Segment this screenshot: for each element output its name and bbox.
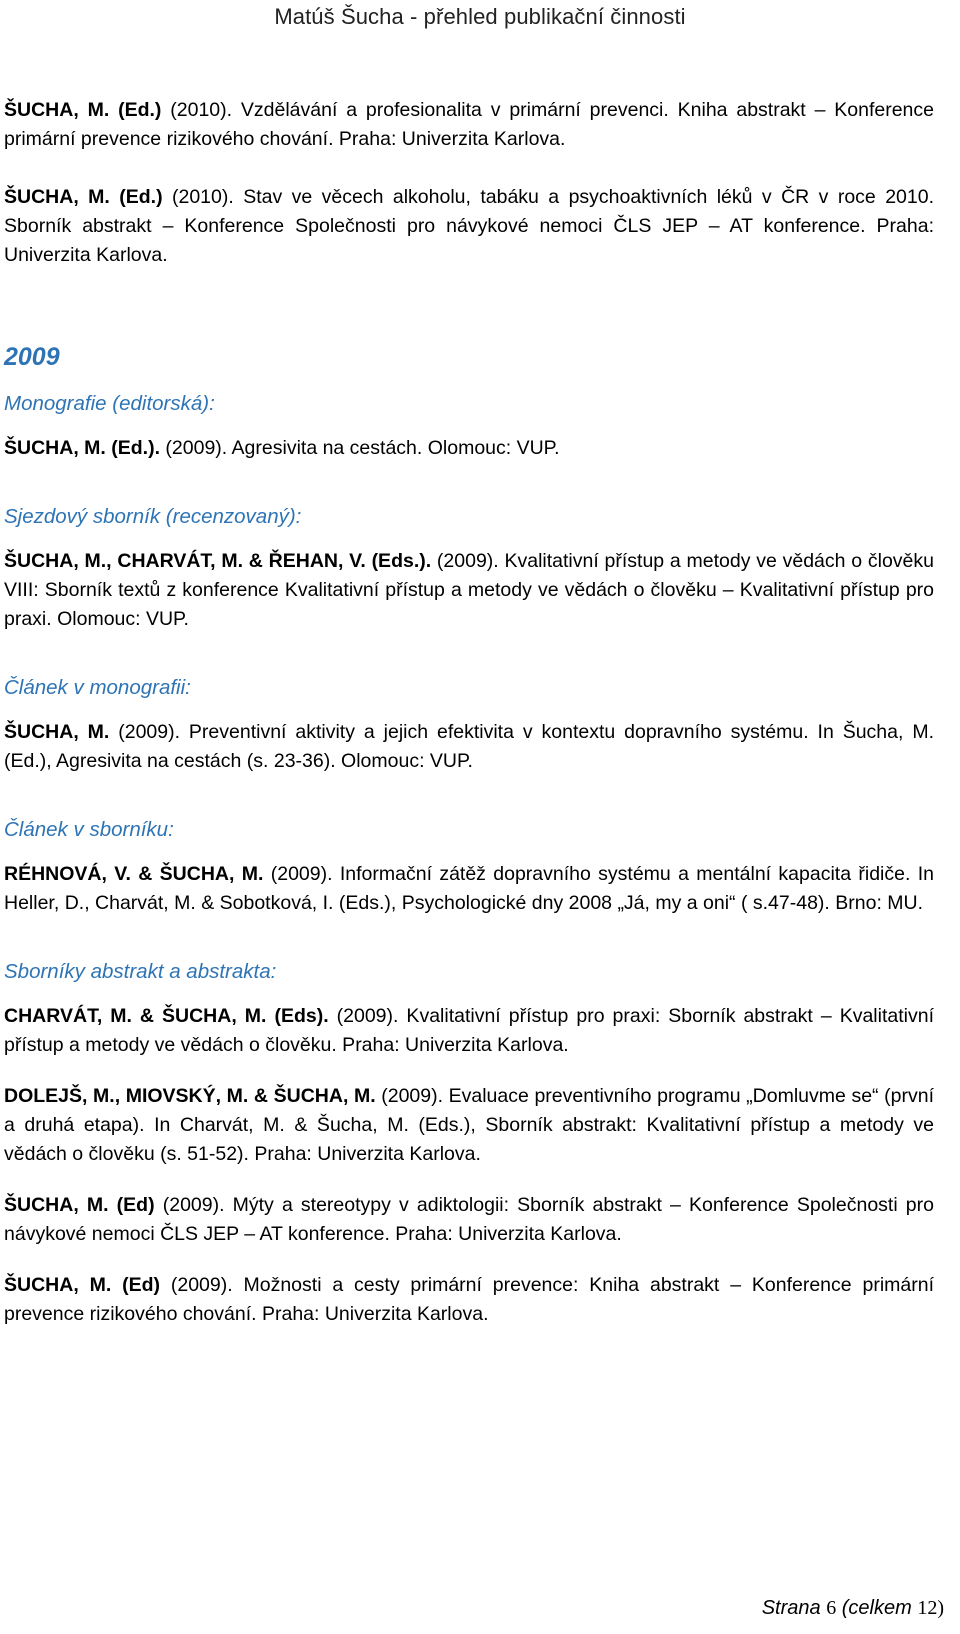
entry-author: ŠUCHA, M. (Ed): [4, 1274, 161, 1296]
section-heading-abstrakta: Sborníky abstrakt a abstrakta:: [4, 960, 277, 983]
entry-author: ŠUCHA, M. (Ed.): [4, 99, 162, 121]
entry-author: ŠUCHA, M. (Ed.): [4, 186, 163, 208]
page-header-title: Matúš Šucha - přehled publikační činnosti: [274, 4, 686, 29]
entry-author: ŠUCHA, M. (Ed): [4, 1194, 155, 1216]
entry-text: (2009). Kvalitativní přístup a metody ve vědách o člověku VIII: Sborník textů z konference Kvalitativní přístup a metody ve vědách o člověku – Kvalitativní přístup pro praxi. Olomouc: VUP.: [4, 550, 934, 630]
year-heading: 2009: [4, 343, 60, 371]
entry-text: (2010). Vzdělávání a profesionalita v primární prevenci. Kniha abstrakt – Konference primární prevence rizikového chování. Praha: Univerzita Karlova.: [4, 99, 934, 150]
entry-author: ŠUCHA, M. (Ed.).: [4, 437, 160, 459]
section-heading-clanek-sborniku: Článek v sborníku:: [4, 818, 174, 841]
publication-list: [4, 96, 934, 1329]
entry-author: ŠUCHA, M.: [4, 721, 110, 743]
entry-text: (2009). Preventivní aktivity a jejich efektivita v kontextu dopravního systému. In Šucha, M. (Ed.), Agresivita na cestách (s. 23-36). Olomouc: VUP.: [4, 721, 934, 772]
entry-author: CHARVÁT, M. & ŠUCHA, M. (Eds).: [4, 1005, 329, 1027]
entry-author: ŠUCHA, M., CHARVÁT, M. & ŘEHAN, V. (Eds.).: [4, 550, 432, 572]
entry-text: (2010). Stav ve věcech alkoholu, tabáku a psychoaktivních léků v ČR v roce 2010. Sborník abstrakt – Konference Společnosti pro návykové nemoci ČLS JEP – AT konference. Praha: Univerzita Karlova.: [4, 186, 934, 266]
publication-entry: [4, 1002, 934, 1060]
publication-entry: [4, 1191, 934, 1249]
publication-entry: [4, 96, 934, 154]
entry-text: (2009). Agresivita na cestách. Olomouc: VUP.: [160, 437, 560, 459]
entry-text: (2009). Kvalitativní přístup pro praxi: Sborník abstrakt – Kvalitativní přístup a metody ve vědách o člověku. Praha: Univerzita Karlova.: [4, 1005, 934, 1056]
publication-entry: [4, 718, 934, 776]
entry-text: (2009). Informační zátěž dopravního systému a mentální kapacita řidiče. In Heller, D., Charvát, M. & Sobotková, I. (Eds.), Psychologické dny 2008 „Já, my a oni“ ( s.47-48). Brno: MU.: [4, 863, 934, 914]
section-heading-sbornik: Sjezdový sborník (recenzovaný):: [4, 505, 302, 528]
publication-entry: [4, 1082, 934, 1169]
entry-author: DOLEJŠ, M., MIOVSKÝ, M. & ŠUCHA, M.: [4, 1085, 376, 1107]
publication-entry: [4, 860, 934, 918]
section-heading-monografie: Monografie (editorská):: [4, 392, 215, 415]
page-footer: [762, 1597, 944, 1620]
publication-entry: [4, 1271, 934, 1329]
footer-strana-label: Strana: [761, 1597, 821, 1619]
footer-page-number: 6: [826, 1597, 837, 1619]
entry-author: RÉHNOVÁ, V. & ŠUCHA, M.: [4, 863, 264, 885]
footer-celkem-label: (celkem: [841, 1597, 912, 1619]
publication-entry: [4, 183, 934, 270]
entry-text: (2009). Možnosti a cesty primární prevence: Kniha abstrakt – Konference primární prevence rizikového chování. Praha: Univerzita Karlova.: [4, 1274, 934, 1325]
footer-total-pages: 12): [917, 1597, 944, 1619]
entry-text: (2009). Evaluace preventivního programu „Domluvme se“ (první a druhá etapa). In Charvát, M. & Šucha, M. (Eds.), Sborník abstrakt: Kvalitativní přístup a metody ve vědách o člověku (s. 51-52). Praha: Univerzita Karlova.: [4, 1085, 935, 1165]
publication-entry: [4, 434, 934, 463]
publication-entry: [4, 547, 934, 634]
entry-text: (2009). Mýty a stereotypy v adiktologii: Sborník abstrakt – Konference Společnosti pro návykové nemoci ČLS JEP – AT konference. Praha: Univerzita Karlova.: [4, 1194, 934, 1245]
section-heading-clanek-monografie: Článek v monografii:: [4, 676, 191, 699]
